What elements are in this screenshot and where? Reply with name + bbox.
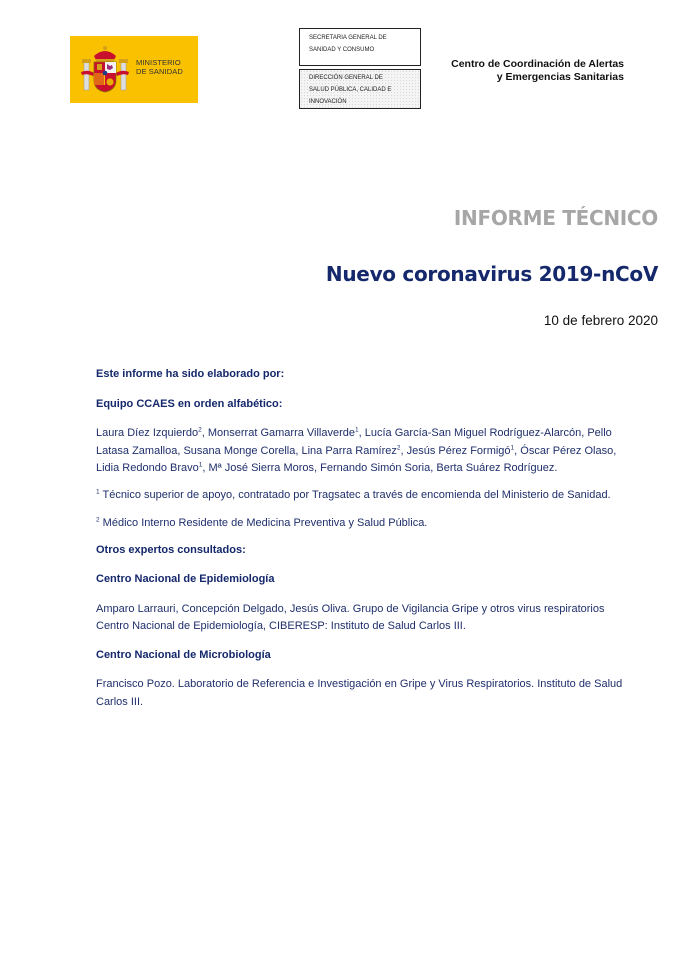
author-name: Lucía García-San Miguel Rodríguez-Alarcón xyxy=(364,427,582,439)
direccion-line3: INNOVACIÓN xyxy=(309,99,347,105)
author-name: Jesús Pérez Formigó xyxy=(406,444,511,457)
author-name: Berta Suárez Rodríguez xyxy=(436,462,555,474)
expert-group-heading: Centro Nacional de Epidemiología xyxy=(96,573,275,585)
expert-group-heading: Centro Nacional de Microbiología xyxy=(96,648,271,661)
author-name: Susana Monge Corella xyxy=(183,444,296,457)
author-affiliation-mark: 1 xyxy=(510,443,515,451)
spain-coat-of-arms-icon xyxy=(80,42,130,98)
document-label: INFORME TÉCNICO xyxy=(453,206,658,230)
author-name: Pello Latasa Zamalloa xyxy=(96,427,612,457)
secretaria-box xyxy=(299,28,421,66)
author-affiliation-mark: 2 xyxy=(396,443,401,451)
author-affiliation-mark: 1 xyxy=(355,426,359,434)
footnote-2 xyxy=(96,515,636,533)
footnote-1-mark: 1 xyxy=(96,487,100,495)
author-affiliation-mark: 2 xyxy=(198,426,202,434)
footnote-2-mark: 2 xyxy=(96,516,100,524)
expert-group-text: Amparo Larrauri, Concepción Delgado, Jesús Oliva. Grupo de Vigilancia Gripe y otros virus respiratorios Centro Nacional de Epidemiología, CIBERESP: Instituto de Salud Carlos III. xyxy=(96,602,605,632)
secretaria-line1: SECRETARIA GENERAL DE xyxy=(309,35,387,41)
author-name: Monserrat Gamarra Villaverde xyxy=(207,427,356,439)
expert-group-text: Francisco Pozo. Laboratorio de Referencia e Investigación en Gripe y Virus Respiratorios. Instituto de Salud Carlos III. xyxy=(96,678,623,708)
footnote-2-text: Médico Interno Residente de Medicina Preventiva y Salud Pública. xyxy=(99,517,428,529)
document-date: 10 de febrero 2020 xyxy=(543,313,658,328)
author-name: Óscar Pérez Olaso xyxy=(520,444,614,457)
logo-line1: MINISTERIO xyxy=(136,58,181,67)
author-name: Fernando Simón Soria xyxy=(320,462,431,474)
direccion-box xyxy=(299,69,421,109)
ccaes-header xyxy=(428,58,624,84)
ministry-name xyxy=(136,58,183,76)
author-name: Laura Díez Izquierdo xyxy=(96,427,199,439)
ccaes-line2: y Emergencias Sanitarias xyxy=(496,71,624,83)
author-affiliation-mark: 1 xyxy=(198,461,203,469)
direccion-line2: SALUD PÚBLICA, CALIDAD E xyxy=(309,87,392,93)
secretaria-line2: SANIDAD Y CONSUMO xyxy=(309,47,375,53)
team-heading: Equipo CCAES en orden alfabético: xyxy=(96,397,283,410)
author-name: Lidia Redondo Bravo xyxy=(96,462,199,474)
footnote-1-text: Técnico superior de apoyo, contratado por Tragsatec a través de encomienda del Ministerio de Sanidad. xyxy=(99,488,611,501)
document-title: Nuevo coronavirus 2019-nCoV xyxy=(325,262,658,286)
author-list: Laura Díez Izquierdo$^2$, Monserrat Gamarra Villaverde$^1$, Lucía García-San Miguel Rodríguez-Alarcón, Pello Latasa Zamalloa, Susana Monge Corella, Lina Parra Ramírez$^2$, Jesús Pérez Formigó$^1$, Óscar Pérez Olaso, Lidia Redondo Bravo$^1$, Mª José Sierra Moros, Fernando Simón Soria, Berta Suárez Rodríguez. xyxy=(96,426,617,474)
author-name: Mª José Sierra Moros xyxy=(208,462,315,474)
direccion-line1: DIRECCIÓN GENERAL DE xyxy=(309,75,383,81)
document-body xyxy=(96,366,636,711)
author-name: Lina Parra Ramírez xyxy=(301,444,397,457)
ccaes-line1: Centro de Coordinación de Alertas xyxy=(451,58,624,70)
experts-heading: Otros expertos consultados: xyxy=(96,543,246,556)
ministry-logo xyxy=(70,36,198,103)
logo-line2: DE SANIDAD xyxy=(136,67,183,76)
footnote-1 xyxy=(96,487,636,505)
authors-intro: Este informe ha sido elaborado por: xyxy=(96,368,285,380)
